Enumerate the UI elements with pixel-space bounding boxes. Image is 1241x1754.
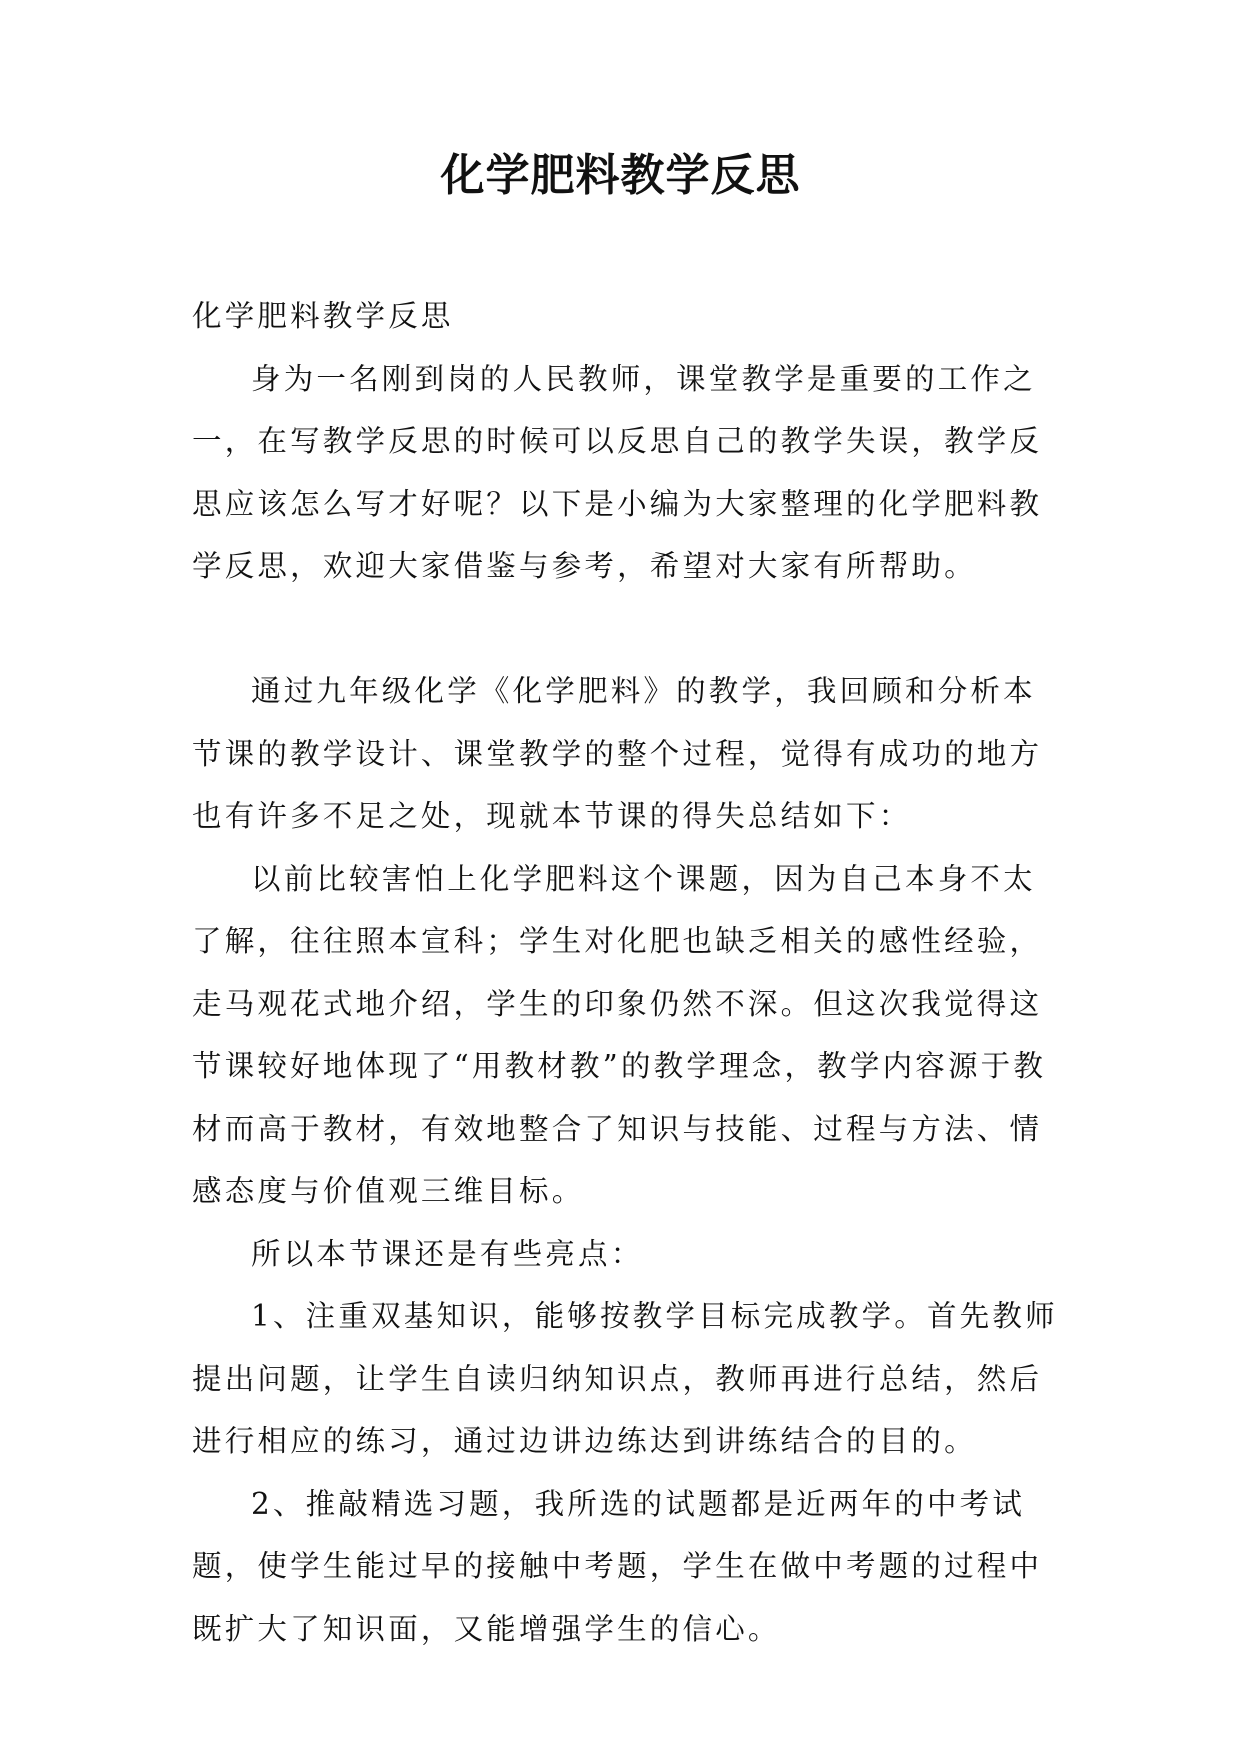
- paragraph-reflection: 以前比较害怕上化学肥料这个课题，因为自己本身不太了解，往往照本宣科；学生对化肥也缺乏相关的感性经验，走马观花式地介绍，学生的印象仍然不深。但这次我觉得这节课较好地体现了“用教材教”的教学理念，教学内容源于教材而高于教材，有效地整合了知识与技能、过程与方法、情感态度与价值观三维目标。: [192, 861, 1047, 1208]
- body-heading: 化学肥料教学反思: [192, 299, 454, 333]
- document-body: [192, 285, 1062, 1660]
- document-title: 化学肥料教学反思: [440, 150, 801, 201]
- paragraph-overview: 通过九年级化学《化学肥料》的教学，我回顾和分析本节课的教学设计、课堂教学的整个过程，觉得有成功的地方也有许多不足之处，现就本节课的得失总结如下：: [192, 674, 1043, 833]
- paragraph-spacer: [192, 598, 1062, 661]
- paragraph-highlights-intro: 所以本节课还是有些亮点：: [251, 1236, 644, 1271]
- paragraph-highlight-1: 1、注重双基知识，能够按教学目标完成教学。首先教师提出问题，让学生自读归纳知识点，教师再进行总结，然后进行相应的练习，通过边讲边练达到讲练结合的目的。: [192, 1299, 1058, 1458]
- paragraph-intro: 身为一名刚到岗的人民教师，课堂教学是重要的工作之一，在写教学反思的时候可以反思自己的教学失误，教学反思应该怎么写才好呢？以下是小编为大家整理的化学肥料教学反思，欢迎大家借鉴与参考，希望对大家有所帮助。: [192, 361, 1043, 583]
- paragraph-highlight-2: 2、推敲精选习题，我所选的试题都是近两年的中考试题，使学生能过早的接触中考题，学生在做中考题的过程中既扩大了知识面，又能增强学生的信心。: [192, 1486, 1043, 1646]
